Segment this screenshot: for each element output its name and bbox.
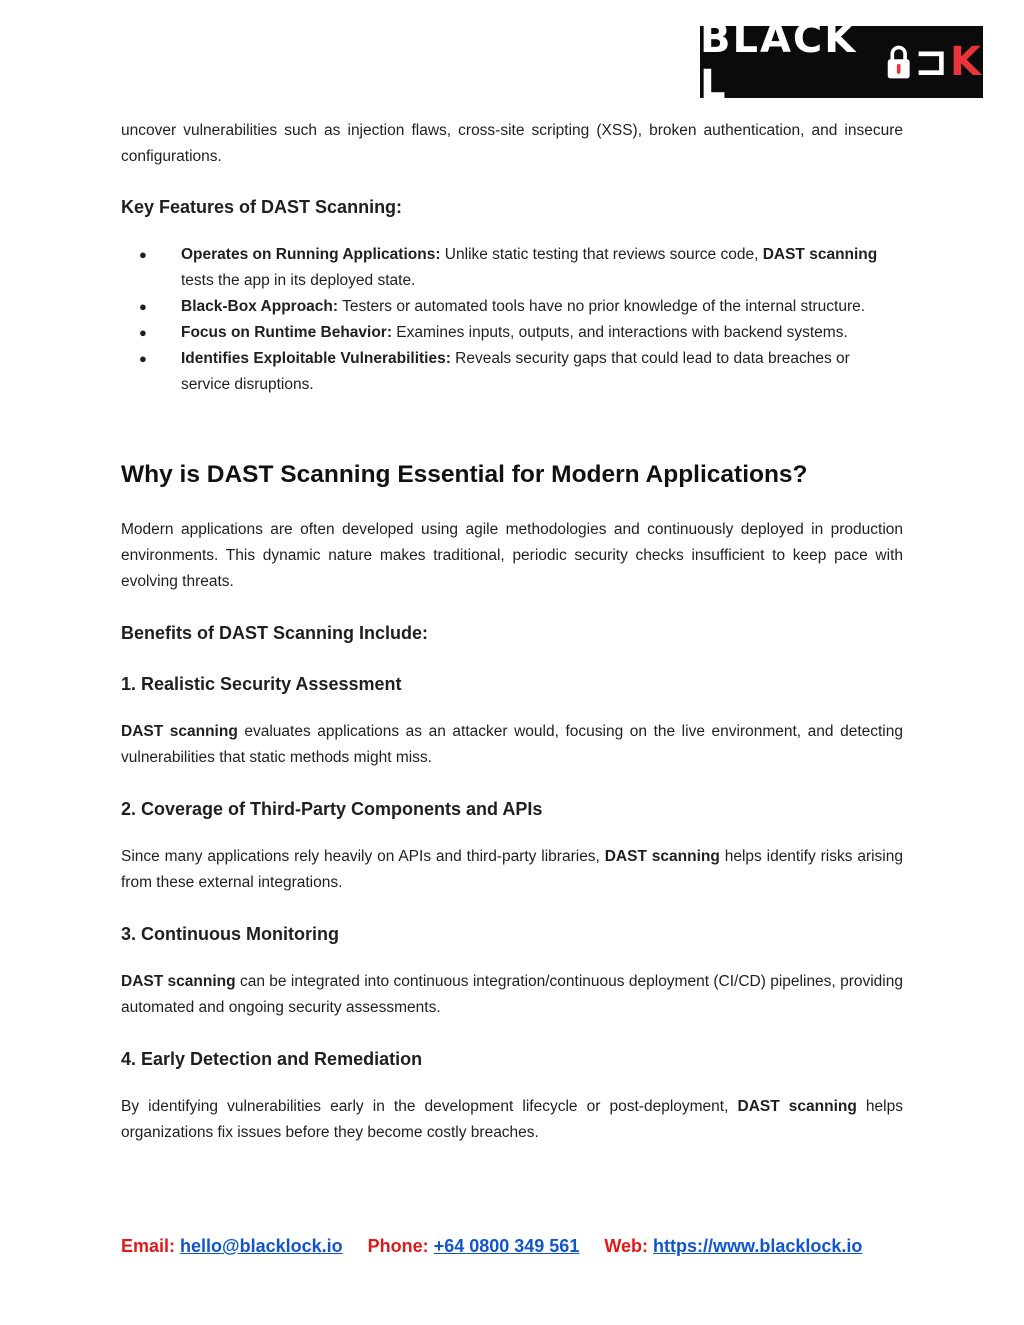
phone-label: Phone:	[367, 1236, 429, 1256]
benefit-title: 2. Coverage of Third-Party Components and APIs	[121, 799, 543, 819]
list-item	[121, 242, 903, 294]
list-item	[121, 320, 903, 346]
bullet-icon: ●	[139, 325, 147, 340]
benefit-paragraph	[121, 719, 903, 771]
features-list	[121, 242, 903, 398]
benefit-text-post: evaluates applications as an attacker would, focusing on the live environment, and detecting vulnerabilities that static methods might miss.	[121, 723, 903, 766]
logo-c-glyph: ⊐	[914, 39, 950, 85]
benefit-paragraph	[121, 844, 903, 896]
list-item	[121, 346, 903, 398]
email-label: Email:	[121, 1236, 176, 1256]
phone-link[interactable]: +64 0800 349 561	[433, 1236, 580, 1256]
benefit-title: 3. Continuous Monitoring	[121, 924, 339, 944]
intro-continuation: uncover vulnerabilities such as injection flaws, cross-site scripting (XSS), broken authentication, and insecure configurations.	[121, 122, 903, 165]
feature-text: Reveals security gaps that could lead to data breaches or service disruptions.	[181, 350, 850, 393]
list-item	[121, 294, 903, 320]
email-link[interactable]: hello@blacklock.io	[180, 1236, 343, 1256]
web-label: Web:	[604, 1236, 649, 1256]
why-heading: Why is DAST Scanning Essential for Modern Applications?	[121, 461, 808, 488]
bullet-icon: ●	[139, 247, 147, 262]
benefit-text-post: helps organizations fix issues before they become costly breaches.	[121, 1098, 903, 1141]
contact-footer	[121, 1236, 862, 1257]
logo-wordmark	[700, 16, 983, 108]
benefit-bold-term: DAST scanning	[604, 848, 720, 865]
benefit-title: 1. Realistic Security Assessment	[121, 674, 402, 694]
benefit-paragraph	[121, 969, 903, 1021]
feature-label: Operates on Running Applications:	[181, 246, 441, 263]
web-link[interactable]: https://www.blacklock.io	[653, 1236, 863, 1256]
feature-label: Black-Box Approach:	[181, 298, 339, 315]
padlock-icon	[885, 42, 912, 82]
feature-text: Examines inputs, outputs, and interactions with backend systems.	[392, 324, 848, 341]
logo-text-k: K	[950, 39, 983, 85]
benefit-bold-term: DAST scanning	[737, 1098, 857, 1115]
bullet-icon: ●	[139, 299, 147, 314]
feature-text-end: tests the app in its deployed state.	[181, 272, 416, 289]
feature-text: Unlike static testing that reviews source code,	[440, 246, 763, 263]
benefit-text-pre: Since many applications rely heavily on APIs and third-party libraries,	[121, 848, 605, 865]
key-features-heading: Key Features of DAST Scanning:	[121, 197, 403, 217]
benefit-bold-term: DAST scanning	[121, 723, 238, 740]
bullet-icon: ●	[139, 351, 147, 366]
feature-label: Focus on Runtime Behavior:	[181, 324, 392, 341]
blacklock-logo	[700, 16, 983, 108]
feature-label: Identifies Exploitable Vulnerabilities:	[181, 350, 451, 367]
benefit-title: 4. Early Detection and Remediation	[121, 1049, 423, 1069]
benefits-heading: Benefits of DAST Scanning Include:	[121, 623, 429, 643]
benefit-text-post: helps identify risks arising from these external integrations.	[121, 848, 903, 891]
benefit-text-post: can be integrated into continuous integration/continuous deployment (CI/CD) pipelines, providing automated and ongoing security assessments.	[121, 973, 903, 1016]
benefit-bold-term: DAST scanning	[121, 973, 236, 990]
why-paragraph: Modern applications are often developed using agile methodologies and continuously deployed in production environments. This dynamic nature makes traditional, periodic security checks insufficient to keep pace with evolving threats.	[121, 521, 903, 590]
benefit-text-pre: By identifying vulnerabilities early in the development lifecycle or post-deployment,	[121, 1098, 738, 1115]
document-body	[121, 118, 903, 1146]
feature-bold-term: DAST scanning	[762, 246, 878, 263]
benefit-paragraph	[121, 1094, 903, 1146]
logo-text-black-l: BLACK L	[700, 16, 858, 108]
feature-text: Testers or automated tools have no prior knowledge of the internal structure.	[338, 298, 866, 315]
